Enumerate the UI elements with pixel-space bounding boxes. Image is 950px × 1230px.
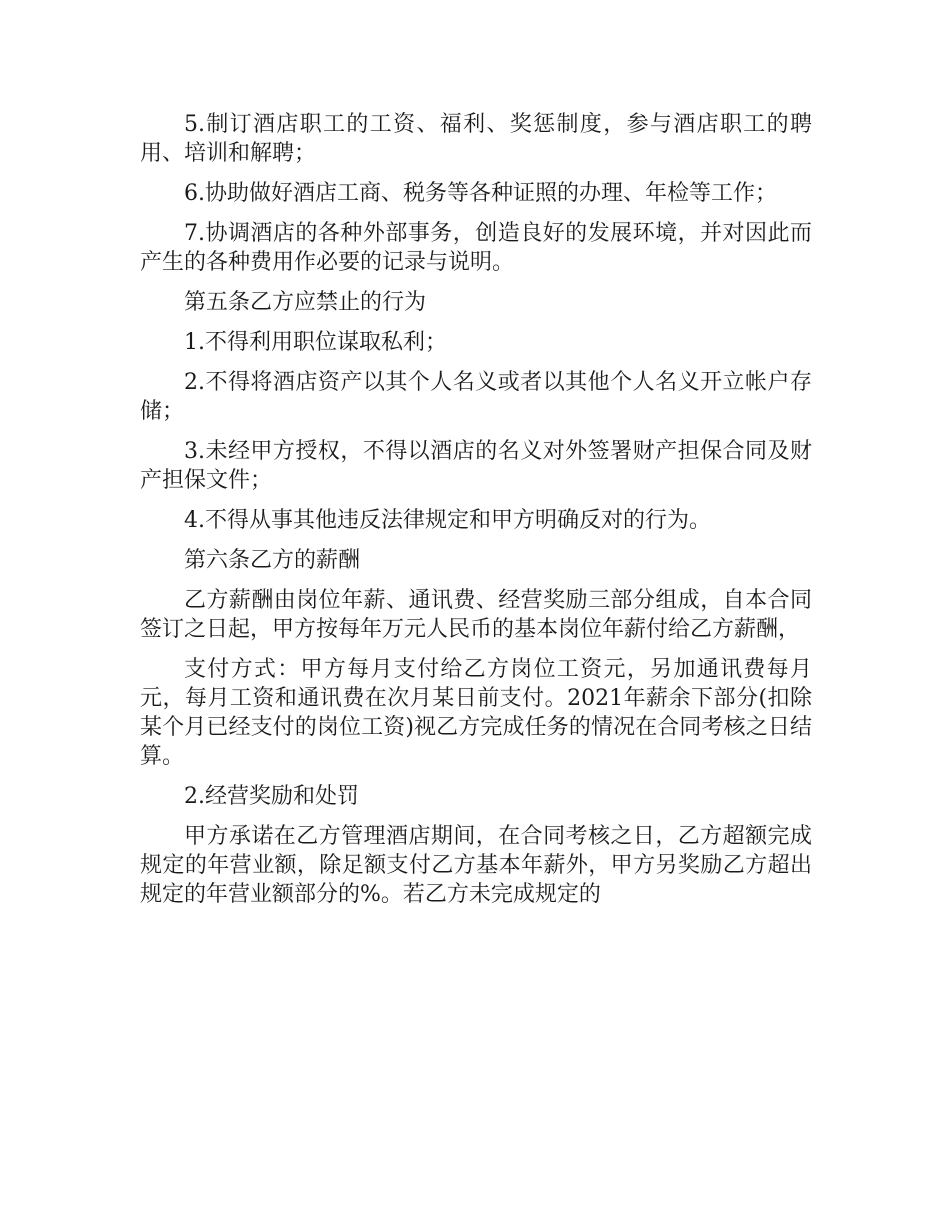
paragraph-clause-6: 6.协助做好酒店工商、税务等各种证照的办理、年检等工作；	[184, 181, 777, 206]
paragraph-clause-5: 5.制订酒店职工的工资、福利、奖惩制度，参与酒店职工的聘用、培训和解聘；	[140, 112, 812, 166]
subheading-bonus-and-penalty: 2.经营奖励和处罚	[184, 784, 359, 809]
paragraph-prohibition-4: 4.不得从事其他违反法律规定和甲方明确反对的行为。	[184, 508, 711, 533]
paragraph-payment-method: 支付方式：甲方每月支付给乙方岗位工资元，另加通讯费每月元，每月工资和通讯费在次月某日前支付。2021年薪余下部分(扣除某个月已经支付的岗位工资)视乙方完成任务的情况在合同考核之日结算。	[140, 657, 812, 769]
paragraph-prohibition-1: 1.不得利用职位谋取私利；	[184, 330, 447, 355]
paragraph-salary-composition: 乙方薪酬由岗位年薪、通讯费、经营奖励三部分组成，自本合同签订之日起，甲方按每年万元人民币的基本岗位年薪付给乙方薪酬，	[140, 588, 812, 642]
document-page	[140, 110, 812, 920]
paragraph-clause-7: 7.协调酒店的各种外部事务，创造良好的发展环境，并对因此而产生的各种费用作必要的记录与说明。	[140, 221, 812, 275]
paragraph-bonus-terms: 甲方承诺在乙方管理酒店期间，在合同考核之日，乙方超额完成规定的年营业额，除足额支付乙方基本年薪外，甲方另奖励乙方超出规定的年营业额部分的%。若乙方未完成规定的	[140, 824, 812, 907]
paragraph-prohibition-2: 2.不得将酒店资产以其个人名义或者以其他个人名义开立帐户存储；	[140, 370, 812, 424]
section-heading-article-6: 第六条乙方的薪酬	[184, 548, 361, 573]
section-heading-article-5: 第五条乙方应禁止的行为	[184, 290, 427, 315]
paragraph-prohibition-3: 3.未经甲方授权，不得以酒店的名义对外签署财产担保合同及财产担保文件；	[140, 439, 812, 493]
